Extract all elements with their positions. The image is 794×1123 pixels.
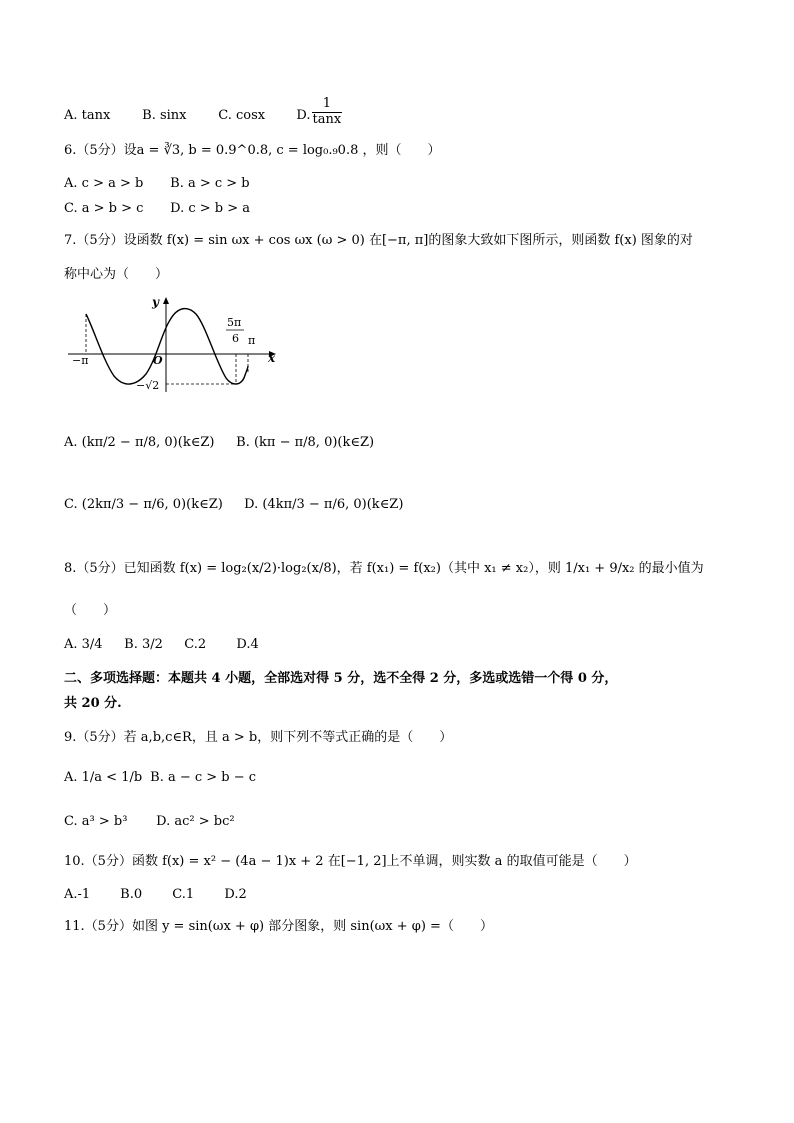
q7-y-axis-arrow bbox=[163, 297, 169, 304]
q10-option-c: C.1 bbox=[172, 887, 195, 902]
q7-neg-pi-label: −π bbox=[72, 354, 89, 367]
q10-option-a: A.-1 bbox=[64, 887, 91, 902]
q7-option-b: B. (kπ − π/8, 0)(k∈Z) bbox=[236, 435, 375, 450]
q7-x-label: x bbox=[268, 351, 276, 365]
q8-options bbox=[64, 638, 259, 651]
section2-heading-line1: 二、多项选择题：本题共 4 小题，全部选对得 5 分，选不全得 2 分，多选或选错一个得 0 分， bbox=[64, 671, 618, 686]
q10-options bbox=[64, 888, 247, 901]
q6-option-c: C. a > b > c bbox=[64, 201, 144, 216]
q8-option-b: B. 3/2 bbox=[124, 637, 163, 652]
q5-option-b: B. sinx bbox=[142, 107, 187, 123]
q5-option-d-label: D. bbox=[296, 107, 311, 123]
q6-option-a: A. c > a > b bbox=[64, 176, 144, 191]
q5-option-a: A. tanx bbox=[64, 107, 111, 123]
q9-option-b: B. a − c > b − c bbox=[150, 770, 257, 785]
q7-y-label: y bbox=[152, 295, 159, 309]
q9-option-c: C. a³ > b³ bbox=[64, 814, 128, 829]
q6-option-d: D. c > b > a bbox=[170, 201, 251, 216]
q10-option-b: B.0 bbox=[120, 887, 143, 902]
q6-options-row1 bbox=[64, 177, 250, 190]
q10-option-d: D.2 bbox=[224, 887, 247, 902]
q5-option-d-denominator: tanx bbox=[312, 111, 342, 127]
q7-option-d: D. (4kπ/3 − π/6, 0)(k∈Z) bbox=[244, 497, 404, 512]
q6-options-row2 bbox=[64, 202, 250, 215]
q7-options-row1 bbox=[64, 436, 374, 449]
q8-question: 8.（5分）已知函数 f(x) = log₂(x/2)·log₂(x/8)，若 f(x₁) = f(x₂)（其中 x₁ ≠ x₂），则 1/x₁ + 9/x₂ 的最小值为 bbox=[64, 561, 704, 576]
q7-origin-label: O bbox=[153, 354, 163, 367]
q9-question: 9.（5分）若 a,b,c∈R，且 a > b，则下列不等式正确的是（ ） bbox=[64, 730, 453, 745]
q7-option-c: C. (2kπ/3 − π/6, 0)(k∈Z) bbox=[64, 497, 223, 512]
q11-question: 11.（5分）如图 y = sin(ωx + φ) 部分图象，则 sin(ωx + φ) =（ ） bbox=[64, 919, 493, 934]
q5-option-c: C. cosx bbox=[218, 107, 266, 123]
q7-5pi6-numerator: 5π bbox=[227, 316, 242, 329]
q7-graph bbox=[64, 292, 284, 396]
q5-option-d-numerator: 1 bbox=[312, 97, 343, 113]
q9-option-d: D. ac² > bc² bbox=[156, 814, 235, 829]
q6-question: 6.（5分）设a = ∛3, b = 0.9^0.8, c = log₀.₉0.8 ，则（ ） bbox=[64, 143, 441, 158]
q7-sine-curve bbox=[86, 309, 248, 384]
q7-5pi6-denominator: 6 bbox=[232, 332, 239, 345]
q8-option-d: D.4 bbox=[236, 637, 259, 652]
q9-options-row1 bbox=[64, 771, 256, 784]
q9-options-row2 bbox=[64, 815, 235, 828]
section2-heading-line2: 共 20 分. bbox=[64, 696, 122, 711]
q7-neg-sqrt2-label: −√2 bbox=[136, 379, 160, 392]
q7-pi-label: π bbox=[248, 334, 256, 347]
q5-options bbox=[64, 96, 343, 131]
q6-option-b: B. a > c > b bbox=[170, 176, 250, 191]
q7-option-a: A. (kπ/2 − π/8, 0)(k∈Z) bbox=[64, 435, 215, 450]
q10-question: 10.（5分）函数 f(x) = x² − (4a − 1)x + 2 在[−1, 2]上不单调，则实数 a 的取值可能是（ ） bbox=[64, 854, 637, 869]
q8-blank: （ ） bbox=[64, 603, 117, 618]
q8-option-a: A. 3/4 bbox=[64, 637, 103, 652]
q7-question-line1: 7.（5分）设函数 f(x) = sin ωx + cos ωx (ω > 0) 在[−π, π]的图象大致如下图所示，则函数 f(x) 图象的对 bbox=[64, 233, 693, 248]
q5-option-d bbox=[296, 96, 343, 131]
q8-option-c: C.2 bbox=[184, 637, 207, 652]
q7-question-line2: 称中心为（ ） bbox=[64, 267, 169, 282]
q7-options-row2 bbox=[64, 498, 403, 511]
q9-option-a: A. 1/a < 1/b bbox=[64, 770, 143, 785]
